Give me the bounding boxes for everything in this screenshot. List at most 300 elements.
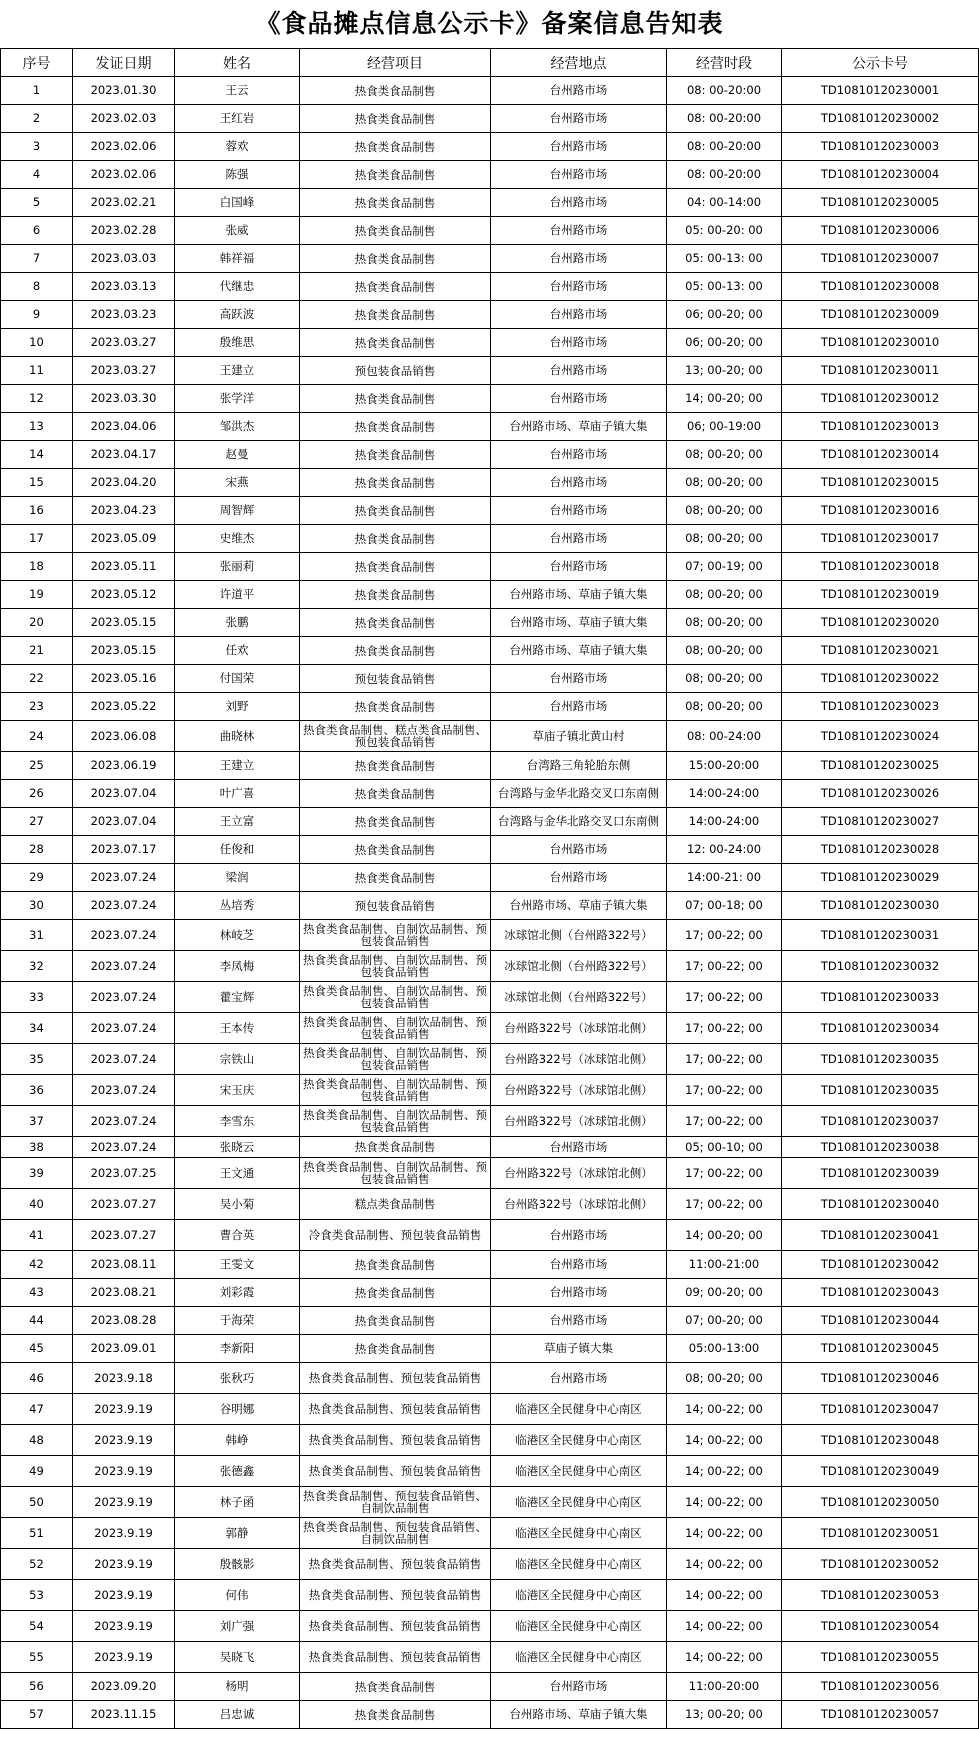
cell-no: 19 xyxy=(1,581,73,609)
table-row xyxy=(1,1158,979,1189)
cell-place: 台州路市场 xyxy=(491,469,667,497)
cell-card: TD10810120230055 xyxy=(782,1642,979,1673)
cell-card: TD10810120230005 xyxy=(782,189,979,217)
cell-time: 14:00-24:00 xyxy=(667,808,782,836)
table-row xyxy=(1,1487,979,1518)
cell-card: TD10810120230046 xyxy=(782,1363,979,1394)
cell-item: 热食类食品制售 xyxy=(300,161,491,189)
table-row xyxy=(1,77,979,105)
cell-time: 14; 00-22; 00 xyxy=(667,1611,782,1642)
cell-name: 王立富 xyxy=(175,808,300,836)
cell-time: 08; 00-20; 00 xyxy=(667,609,782,637)
cell-item: 热食类食品制售 xyxy=(300,497,491,525)
cell-place: 台州路市场 xyxy=(491,1363,667,1394)
cell-date: 2023.05.09 xyxy=(73,525,175,553)
cell-date: 2023.08.21 xyxy=(73,1279,175,1307)
cell-time: 05: 00-13: 00 xyxy=(667,245,782,273)
cell-name: 任俊和 xyxy=(175,836,300,864)
table-row xyxy=(1,245,979,273)
cell-date: 2023.07.25 xyxy=(73,1158,175,1189)
cell-name: 殷骸影 xyxy=(175,1549,300,1580)
cell-date: 2023.07.24 xyxy=(73,1044,175,1075)
cell-no: 11 xyxy=(1,357,73,385)
cell-no: 21 xyxy=(1,637,73,665)
cell-card: TD10810120230015 xyxy=(782,469,979,497)
cell-card: TD10810120230042 xyxy=(782,1251,979,1279)
cell-time: 13; 00-20; 00 xyxy=(667,357,782,385)
cell-no: 4 xyxy=(1,161,73,189)
cell-place: 台州路市场 xyxy=(491,133,667,161)
cell-item: 热食类食品制售 xyxy=(300,469,491,497)
cell-name: 谷明娜 xyxy=(175,1394,300,1425)
cell-time: 08; 00-20; 00 xyxy=(667,1363,782,1394)
cell-item: 热食类食品制售、预包装食品销售 xyxy=(300,1425,491,1456)
cell-no: 1 xyxy=(1,77,73,105)
cell-name: 张学洋 xyxy=(175,385,300,413)
cell-date: 2023.08.28 xyxy=(73,1307,175,1335)
cell-name: 刘彩霞 xyxy=(175,1279,300,1307)
cell-no: 28 xyxy=(1,836,73,864)
cell-place: 临港区全民健身中心南区 xyxy=(491,1642,667,1673)
cell-card: TD10810120230018 xyxy=(782,553,979,581)
cell-card: TD10810120230056 xyxy=(782,1673,979,1701)
cell-date: 2023.02.28 xyxy=(73,217,175,245)
cell-card: TD10810120230044 xyxy=(782,1307,979,1335)
cell-place: 台州路市场 xyxy=(491,217,667,245)
table-row xyxy=(1,217,979,245)
cell-time: 08; 00-20; 00 xyxy=(667,497,782,525)
cell-item: 预包装食品销售 xyxy=(300,357,491,385)
cell-time: 08; 00-20; 00 xyxy=(667,581,782,609)
cell-date: 2023.05.15 xyxy=(73,609,175,637)
cell-card: TD10810120230048 xyxy=(782,1425,979,1456)
cell-name: 于海荣 xyxy=(175,1307,300,1335)
cell-no: 10 xyxy=(1,329,73,357)
table-row xyxy=(1,892,979,920)
table-row xyxy=(1,105,979,133)
table-row xyxy=(1,581,979,609)
cell-item: 热食类食品制售 xyxy=(300,864,491,892)
cell-name: 周智辉 xyxy=(175,497,300,525)
cell-no: 54 xyxy=(1,1611,73,1642)
table-row xyxy=(1,385,979,413)
cell-place: 临港区全民健身中心南区 xyxy=(491,1394,667,1425)
cell-date: 2023.05.22 xyxy=(73,693,175,721)
cell-name: 吕忠诚 xyxy=(175,1701,300,1729)
cell-no: 32 xyxy=(1,951,73,982)
cell-time: 14; 00-22; 00 xyxy=(667,1642,782,1673)
cell-item: 热食类食品制售 xyxy=(300,1137,491,1158)
cell-date: 2023.07.24 xyxy=(73,951,175,982)
cell-place: 台州路市场 xyxy=(491,497,667,525)
cell-place: 台州路市场 xyxy=(491,273,667,301)
cell-date: 2023.07.27 xyxy=(73,1189,175,1220)
cell-place: 台州路市场、草庙子镇大集 xyxy=(491,892,667,920)
cell-name: 宋玉庆 xyxy=(175,1075,300,1106)
cell-item: 糕点类食品制售 xyxy=(300,1189,491,1220)
cell-time: 17; 00-22; 00 xyxy=(667,920,782,951)
cell-time: 08; 00-20; 00 xyxy=(667,637,782,665)
table-row xyxy=(1,609,979,637)
cell-item: 热食类食品制售 xyxy=(300,133,491,161)
cell-date: 2023.07.24 xyxy=(73,864,175,892)
cell-date: 2023.07.17 xyxy=(73,836,175,864)
cell-card: TD10810120230028 xyxy=(782,836,979,864)
cell-name: 殷维思 xyxy=(175,329,300,357)
cell-card: TD10810120230054 xyxy=(782,1611,979,1642)
cell-item: 热食类食品制售 xyxy=(300,413,491,441)
table-row xyxy=(1,553,979,581)
cell-card: TD10810120230029 xyxy=(782,864,979,892)
cell-name: 林子函 xyxy=(175,1487,300,1518)
cell-time: 17; 00-22; 00 xyxy=(667,1075,782,1106)
cell-date: 2023.08.11 xyxy=(73,1251,175,1279)
cell-place: 台州路市场 xyxy=(491,357,667,385)
cell-time: 17; 00-22; 00 xyxy=(667,1158,782,1189)
table-row xyxy=(1,161,979,189)
cell-date: 2023.07.24 xyxy=(73,1137,175,1158)
cell-date: 2023.07.24 xyxy=(73,982,175,1013)
cell-no: 47 xyxy=(1,1394,73,1425)
cell-item: 热食类食品制售、预包装食品销售 xyxy=(300,1580,491,1611)
cell-card: TD10810120230004 xyxy=(782,161,979,189)
cell-no: 38 xyxy=(1,1137,73,1158)
cell-item: 热食类食品制售、自制饮品制售、预包装食品销售 xyxy=(300,1158,491,1189)
cell-no: 9 xyxy=(1,301,73,329)
cell-date: 2023.07.24 xyxy=(73,920,175,951)
cell-date: 2023.02.06 xyxy=(73,161,175,189)
cell-card: TD10810120230021 xyxy=(782,637,979,665)
cell-card: TD10810120230017 xyxy=(782,525,979,553)
cell-time: 08; 00-20; 00 xyxy=(667,441,782,469)
table-row xyxy=(1,1106,979,1137)
cell-date: 2023.02.06 xyxy=(73,133,175,161)
table-row xyxy=(1,920,979,951)
cell-place: 台州路市场 xyxy=(491,1279,667,1307)
cell-place: 台州路市场 xyxy=(491,245,667,273)
cell-date: 2023.03.13 xyxy=(73,273,175,301)
cell-time: 08; 00-20; 00 xyxy=(667,469,782,497)
cell-item: 热食类食品制售 xyxy=(300,581,491,609)
cell-time: 17; 00-22; 00 xyxy=(667,982,782,1013)
cell-date: 2023.02.21 xyxy=(73,189,175,217)
cell-item: 热食类食品制售、自制饮品制售、预包装食品销售 xyxy=(300,1013,491,1044)
cell-time: 08; 00-20; 00 xyxy=(667,665,782,693)
cell-place: 台州路市场 xyxy=(491,441,667,469)
cell-no: 24 xyxy=(1,721,73,752)
cell-no: 23 xyxy=(1,693,73,721)
cell-time: 06; 00-20; 00 xyxy=(667,301,782,329)
cell-place: 台州路市场 xyxy=(491,189,667,217)
cell-item: 热食类食品制售、预包装食品销售 xyxy=(300,1394,491,1425)
cell-place: 台州路322号（冰球馆北侧） xyxy=(491,1106,667,1137)
cell-name: 张晓云 xyxy=(175,1137,300,1158)
cell-time: 08: 00-20:00 xyxy=(667,161,782,189)
cell-item: 热食类食品制售 xyxy=(300,553,491,581)
cell-card: TD10810120230002 xyxy=(782,105,979,133)
cell-name: 吴晓飞 xyxy=(175,1642,300,1673)
cell-card: TD10810120230049 xyxy=(782,1456,979,1487)
table-row xyxy=(1,357,979,385)
cell-card: TD10810120230001 xyxy=(782,77,979,105)
cell-no: 25 xyxy=(1,752,73,780)
cell-item: 热食类食品制售 xyxy=(300,189,491,217)
table-row xyxy=(1,1137,979,1158)
cell-card: TD10810120230010 xyxy=(782,329,979,357)
cell-name: 梁润 xyxy=(175,864,300,892)
cell-place: 临港区全民健身中心南区 xyxy=(491,1580,667,1611)
cell-place: 临港区全民健身中心南区 xyxy=(491,1487,667,1518)
cell-time: 14; 00-22; 00 xyxy=(667,1580,782,1611)
cell-place: 台州路市场 xyxy=(491,525,667,553)
cell-name: 邹洪杰 xyxy=(175,413,300,441)
cell-date: 2023.03.03 xyxy=(73,245,175,273)
cell-no: 20 xyxy=(1,609,73,637)
header-no: 序号 xyxy=(1,49,73,77)
cell-no: 41 xyxy=(1,1220,73,1251)
cell-item: 热食类食品制售、预包装食品销售 xyxy=(300,1642,491,1673)
cell-time: 17; 00-22; 00 xyxy=(667,1013,782,1044)
table-row xyxy=(1,808,979,836)
cell-no: 26 xyxy=(1,780,73,808)
cell-time: 17; 00-22; 00 xyxy=(667,1044,782,1075)
cell-item: 热食类食品制售、预包装食品销售 xyxy=(300,1549,491,1580)
table-row xyxy=(1,1013,979,1044)
cell-place: 台州路322号（冰球馆北侧） xyxy=(491,1189,667,1220)
cell-place: 台州路市场 xyxy=(491,1251,667,1279)
table-row xyxy=(1,1044,979,1075)
cell-name: 张丽莉 xyxy=(175,553,300,581)
cell-date: 2023.07.24 xyxy=(73,1106,175,1137)
cell-name: 藿宝辉 xyxy=(175,982,300,1013)
cell-time: 11:00-20:00 xyxy=(667,1673,782,1701)
cell-card: TD10810120230038 xyxy=(782,1137,979,1158)
cell-time: 13; 00-20; 00 xyxy=(667,1701,782,1729)
cell-time: 08; 00-20; 00 xyxy=(667,693,782,721)
cell-no: 40 xyxy=(1,1189,73,1220)
cell-card: TD10810120230025 xyxy=(782,752,979,780)
table-row xyxy=(1,1075,979,1106)
cell-no: 5 xyxy=(1,189,73,217)
table-body xyxy=(1,77,979,1729)
cell-place: 冰球馆北侧（台州路322号） xyxy=(491,920,667,951)
cell-place: 台州路市场 xyxy=(491,665,667,693)
cell-item: 热食类食品制售、自制饮品制售、预包装食品销售 xyxy=(300,920,491,951)
cell-time: 05: 00-13: 00 xyxy=(667,273,782,301)
cell-date: 2023.04.06 xyxy=(73,413,175,441)
cell-time: 08: 00-20:00 xyxy=(667,77,782,105)
cell-date: 2023.05.15 xyxy=(73,637,175,665)
cell-time: 08: 00-20:00 xyxy=(667,105,782,133)
cell-item: 热食类食品制售、糕点类食品制售、预包装食品销售 xyxy=(300,721,491,752)
table-row xyxy=(1,1456,979,1487)
cell-item: 热食类食品制售 xyxy=(300,329,491,357)
table-row xyxy=(1,1518,979,1549)
page-title: 《食品摊点信息公示卡》备案信息告知表 xyxy=(255,9,724,38)
cell-date: 2023.03.23 xyxy=(73,301,175,329)
cell-no: 22 xyxy=(1,665,73,693)
cell-place: 草庙子镇北黄山村 xyxy=(491,721,667,752)
cell-time: 06; 00-19:00 xyxy=(667,413,782,441)
cell-card: TD10810120230051 xyxy=(782,1518,979,1549)
cell-name: 张秋巧 xyxy=(175,1363,300,1394)
cell-item: 热食类食品制售 xyxy=(300,836,491,864)
cell-date: 2023.07.24 xyxy=(73,1075,175,1106)
cell-no: 36 xyxy=(1,1075,73,1106)
cell-name: 杨明 xyxy=(175,1673,300,1701)
cell-item: 热食类食品制售 xyxy=(300,301,491,329)
cell-card: TD10810120230014 xyxy=(782,441,979,469)
table-row xyxy=(1,836,979,864)
cell-name: 林岐芝 xyxy=(175,920,300,951)
cell-date: 2023.01.30 xyxy=(73,77,175,105)
header-date: 发证日期 xyxy=(73,49,175,77)
table-row xyxy=(1,1189,979,1220)
table-row xyxy=(1,864,979,892)
cell-card: TD10810120230006 xyxy=(782,217,979,245)
cell-no: 29 xyxy=(1,864,73,892)
cell-time: 12: 00-24:00 xyxy=(667,836,782,864)
cell-date: 2023.03.27 xyxy=(73,357,175,385)
cell-date: 2023.05.16 xyxy=(73,665,175,693)
header-row xyxy=(1,49,979,77)
cell-card: TD10810120230022 xyxy=(782,665,979,693)
cell-name: 陈强 xyxy=(175,161,300,189)
cell-date: 2023.04.23 xyxy=(73,497,175,525)
cell-name: 何伟 xyxy=(175,1580,300,1611)
cell-date: 2023.9.19 xyxy=(73,1425,175,1456)
table-row xyxy=(1,721,979,752)
cell-no: 52 xyxy=(1,1549,73,1580)
cell-no: 48 xyxy=(1,1425,73,1456)
cell-item: 热食类食品制售 xyxy=(300,1279,491,1307)
cell-card: TD10810120230012 xyxy=(782,385,979,413)
cell-item: 热食类食品制售 xyxy=(300,1335,491,1363)
cell-time: 06; 00-20; 00 xyxy=(667,329,782,357)
table-row xyxy=(1,637,979,665)
cell-date: 2023.05.11 xyxy=(73,553,175,581)
cell-item: 预包装食品销售 xyxy=(300,665,491,693)
cell-card: TD10810120230035 xyxy=(782,1075,979,1106)
cell-name: 王雯文 xyxy=(175,1251,300,1279)
table-row xyxy=(1,273,979,301)
cell-card: TD10810120230009 xyxy=(782,301,979,329)
cell-name: 王云 xyxy=(175,77,300,105)
table-row xyxy=(1,1394,979,1425)
cell-name: 蓉欢 xyxy=(175,133,300,161)
cell-no: 7 xyxy=(1,245,73,273)
table-row xyxy=(1,329,979,357)
header-time: 经营时段 xyxy=(667,49,782,77)
header-card: 公示卡号 xyxy=(782,49,979,77)
cell-date: 2023.06.19 xyxy=(73,752,175,780)
cell-place: 台湾路与金华北路交叉口东南侧 xyxy=(491,780,667,808)
cell-name: 李凤梅 xyxy=(175,951,300,982)
cell-place: 台州路市场 xyxy=(491,385,667,413)
cell-date: 2023.04.17 xyxy=(73,441,175,469)
cell-place: 台州路322号（冰球馆北侧） xyxy=(491,1013,667,1044)
table-row xyxy=(1,525,979,553)
cell-date: 2023.9.19 xyxy=(73,1456,175,1487)
cell-time: 05:00-13:00 xyxy=(667,1335,782,1363)
cell-place: 台州路市场 xyxy=(491,1307,667,1335)
cell-name: 付国荣 xyxy=(175,665,300,693)
cell-place: 台州路市场 xyxy=(491,553,667,581)
cell-date: 2023.07.04 xyxy=(73,808,175,836)
table-row xyxy=(1,1642,979,1673)
cell-name: 张威 xyxy=(175,217,300,245)
table-row xyxy=(1,1363,979,1394)
cell-card: TD10810120230026 xyxy=(782,780,979,808)
cell-date: 2023.03.30 xyxy=(73,385,175,413)
cell-item: 热食类食品制售、自制饮品制售、预包装食品销售 xyxy=(300,1075,491,1106)
cell-place: 草庙子镇大集 xyxy=(491,1335,667,1363)
cell-card: TD10810120230053 xyxy=(782,1580,979,1611)
table-row xyxy=(1,441,979,469)
cell-name: 许道平 xyxy=(175,581,300,609)
cell-name: 任欢 xyxy=(175,637,300,665)
cell-card: TD10810120230040 xyxy=(782,1189,979,1220)
cell-date: 2023.9.19 xyxy=(73,1394,175,1425)
cell-name: 白国峰 xyxy=(175,189,300,217)
cell-time: 14; 00-20; 00 xyxy=(667,385,782,413)
cell-no: 42 xyxy=(1,1251,73,1279)
cell-date: 2023.07.27 xyxy=(73,1220,175,1251)
cell-name: 郭静 xyxy=(175,1518,300,1549)
cell-item: 热食类食品制售、自制饮品制售、预包装食品销售 xyxy=(300,982,491,1013)
cell-no: 37 xyxy=(1,1106,73,1137)
cell-time: 14; 00-22; 00 xyxy=(667,1487,782,1518)
cell-card: TD10810120230057 xyxy=(782,1701,979,1729)
cell-item: 热食类食品制售 xyxy=(300,441,491,469)
cell-no: 39 xyxy=(1,1158,73,1189)
cell-item: 热食类食品制售 xyxy=(300,525,491,553)
cell-place: 台州路市场 xyxy=(491,301,667,329)
cell-place: 临港区全民健身中心南区 xyxy=(491,1518,667,1549)
cell-no: 2 xyxy=(1,105,73,133)
table-row xyxy=(1,1335,979,1363)
cell-name: 刘广强 xyxy=(175,1611,300,1642)
cell-item: 热食类食品制售、预包装食品销售、自制饮品制售 xyxy=(300,1518,491,1549)
cell-card: TD10810120230030 xyxy=(782,892,979,920)
cell-name: 王本传 xyxy=(175,1013,300,1044)
cell-card: TD10810120230047 xyxy=(782,1394,979,1425)
cell-item: 热食类食品制售 xyxy=(300,245,491,273)
cell-place: 台州路市场 xyxy=(491,161,667,189)
cell-place: 台州路市场 xyxy=(491,77,667,105)
cell-card: TD10810120230032 xyxy=(782,951,979,982)
cell-name: 张德鑫 xyxy=(175,1456,300,1487)
cell-card: TD10810120230007 xyxy=(782,245,979,273)
table-row xyxy=(1,1279,979,1307)
cell-item: 热食类食品制售、预包装食品销售 xyxy=(300,1363,491,1394)
cell-place: 台州路市场、草庙子镇大集 xyxy=(491,1701,667,1729)
cell-time: 14; 00-22; 00 xyxy=(667,1456,782,1487)
cell-time: 14:00-24:00 xyxy=(667,780,782,808)
table-row xyxy=(1,1673,979,1701)
cell-item: 热食类食品制售 xyxy=(300,273,491,301)
cell-time: 14; 00-22; 00 xyxy=(667,1425,782,1456)
cell-no: 55 xyxy=(1,1642,73,1673)
cell-name: 王建立 xyxy=(175,752,300,780)
cell-card: TD10810120230031 xyxy=(782,920,979,951)
cell-place: 台州路市场 xyxy=(491,836,667,864)
cell-card: TD10810120230020 xyxy=(782,609,979,637)
table-row xyxy=(1,1307,979,1335)
cell-name: 吴小菊 xyxy=(175,1189,300,1220)
cell-time: 04: 00-14:00 xyxy=(667,189,782,217)
cell-card: TD10810120230027 xyxy=(782,808,979,836)
